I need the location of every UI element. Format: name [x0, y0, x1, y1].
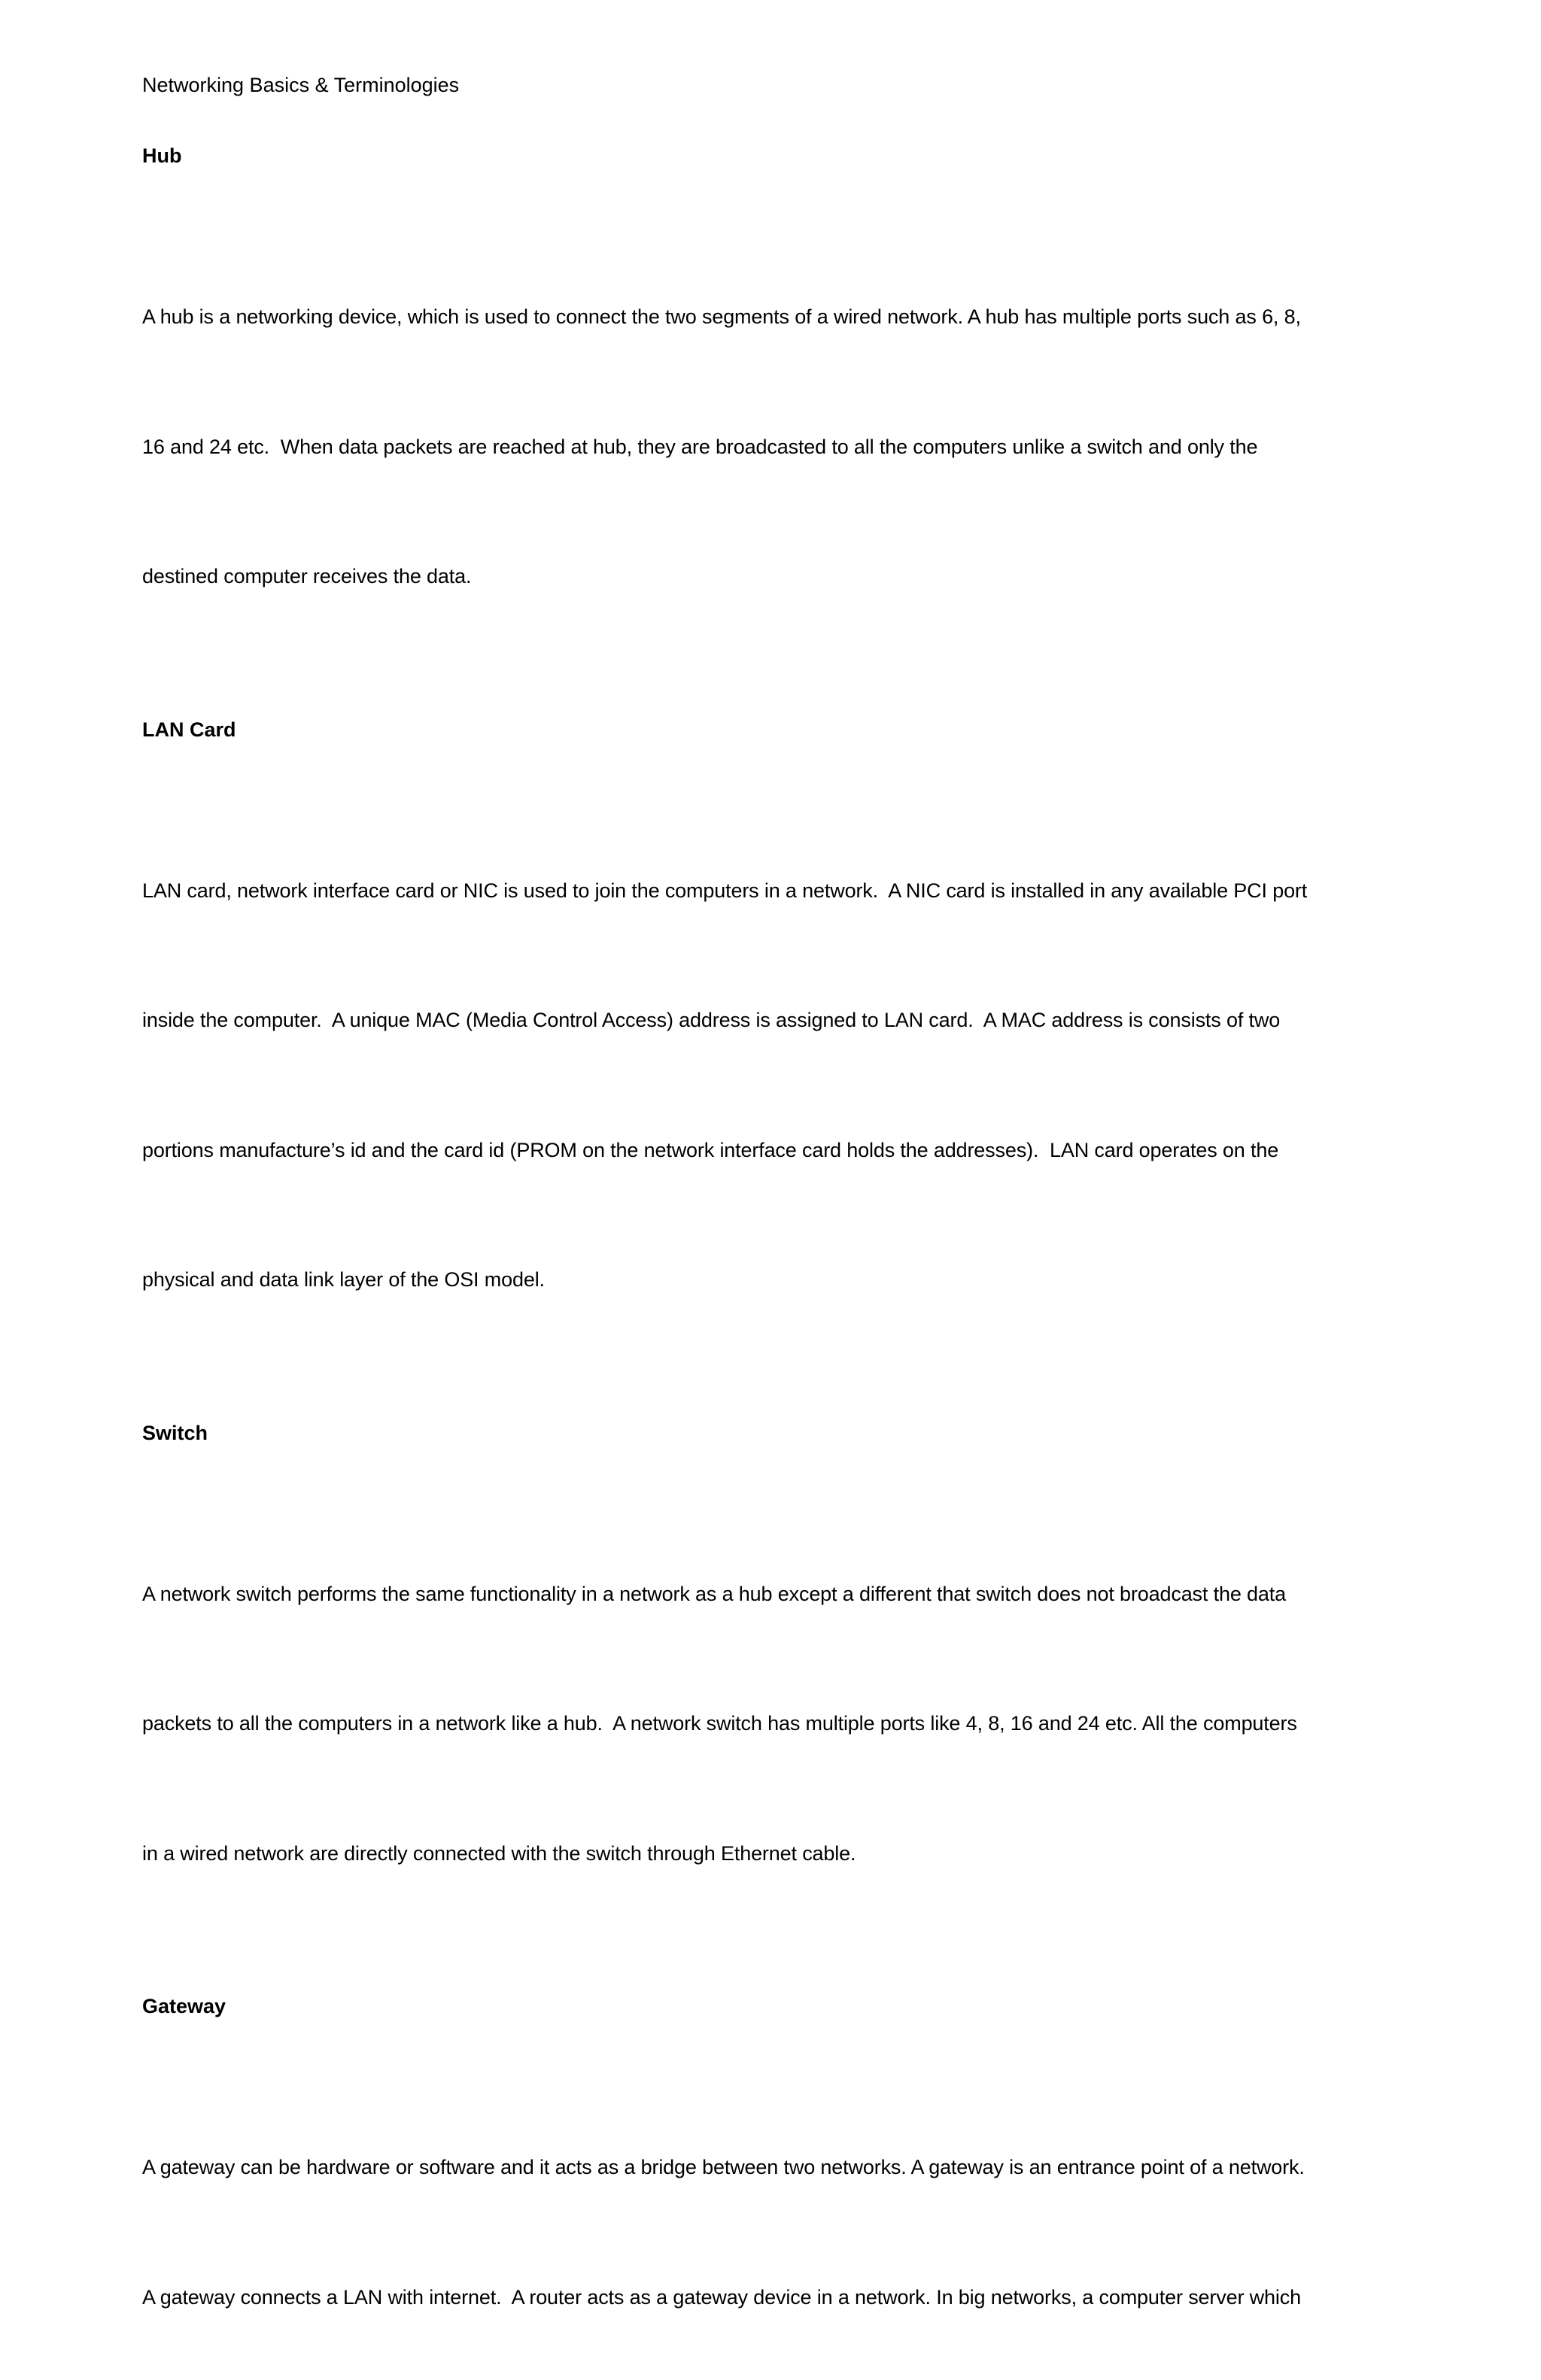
- spacer: [142, 174, 1421, 209]
- paragraph-gateway: [142, 2060, 1421, 2380]
- paragraph-switch: [142, 1486, 1421, 1963]
- spacer: [142, 1962, 1421, 1989]
- section-heading-hub: Hub: [142, 144, 182, 167]
- paragraph-line: A network switch performs the same functionality in a network as a hub except a different that switch does not broadcast the data: [142, 1582, 1286, 1605]
- paragraph-line: in a wired network are directly connected with the switch through Ethernet cable.: [142, 1841, 856, 1865]
- section-heading-gateway: Gateway: [142, 1995, 226, 2017]
- section-heading-switch: Switch: [142, 1421, 208, 1444]
- spacer: [142, 748, 1421, 783]
- spacer: [142, 1389, 1421, 1416]
- paragraph-lan-card: [142, 783, 1421, 1389]
- section-lan-card: [142, 712, 1421, 1416]
- spacer: [142, 1451, 1421, 1486]
- paragraph-line: packets to all the computers in a network like a hub. A network switch has multiple ports like 4, 8, 16 and 24 etc. All the computers: [142, 1712, 1297, 1735]
- section-heading-lan-card: LAN Card: [142, 718, 236, 741]
- paragraph-line: destined computer receives the data.: [142, 565, 472, 587]
- paragraph-line: A hub is a networking device, which is used to connect the two segments of a wired network. A hub has multiple ports such as 6, 8,: [142, 305, 1301, 328]
- paragraph-line: physical and data link layer of the OSI model.: [142, 1268, 545, 1291]
- paragraph-line: LAN card, network interface card or NIC is used to join the computers in a network. A NIC card is installed in any available PCI port: [142, 879, 1308, 902]
- section-gateway: [142, 1989, 1421, 2380]
- document-body: [142, 68, 1421, 2380]
- paragraph-line: 16 and 24 etc. When data packets are reached at hub, they are broadcasted to all the computers unlike a switch and only the: [142, 435, 1258, 458]
- section-switch: [142, 1416, 1421, 1990]
- spacer: [142, 2024, 1421, 2060]
- spacer: [142, 103, 1421, 138]
- document-title: Networking Basics & Terminologies: [142, 74, 460, 96]
- section-hub: [142, 138, 1421, 712]
- paragraph-line: A gateway connects a LAN with internet. A router acts as a gateway device in a network. In big networks, a computer server which: [142, 2285, 1301, 2309]
- paragraph-line: portions manufacture’s id and the card id (PROM on the network interface card holds the addresses). LAN card operates on the: [142, 1138, 1279, 1161]
- paragraph-line: inside the computer. A unique MAC (Media Control Access) address is assigned to LAN card. A MAC address is consists of two: [142, 1009, 1281, 1031]
- spacer: [142, 685, 1421, 712]
- paragraph-line: A gateway can be hardware or software and it acts as a bridge between two networks. A gateway is an entrance point of a network.: [142, 2156, 1305, 2178]
- paragraph-hub: [142, 209, 1421, 685]
